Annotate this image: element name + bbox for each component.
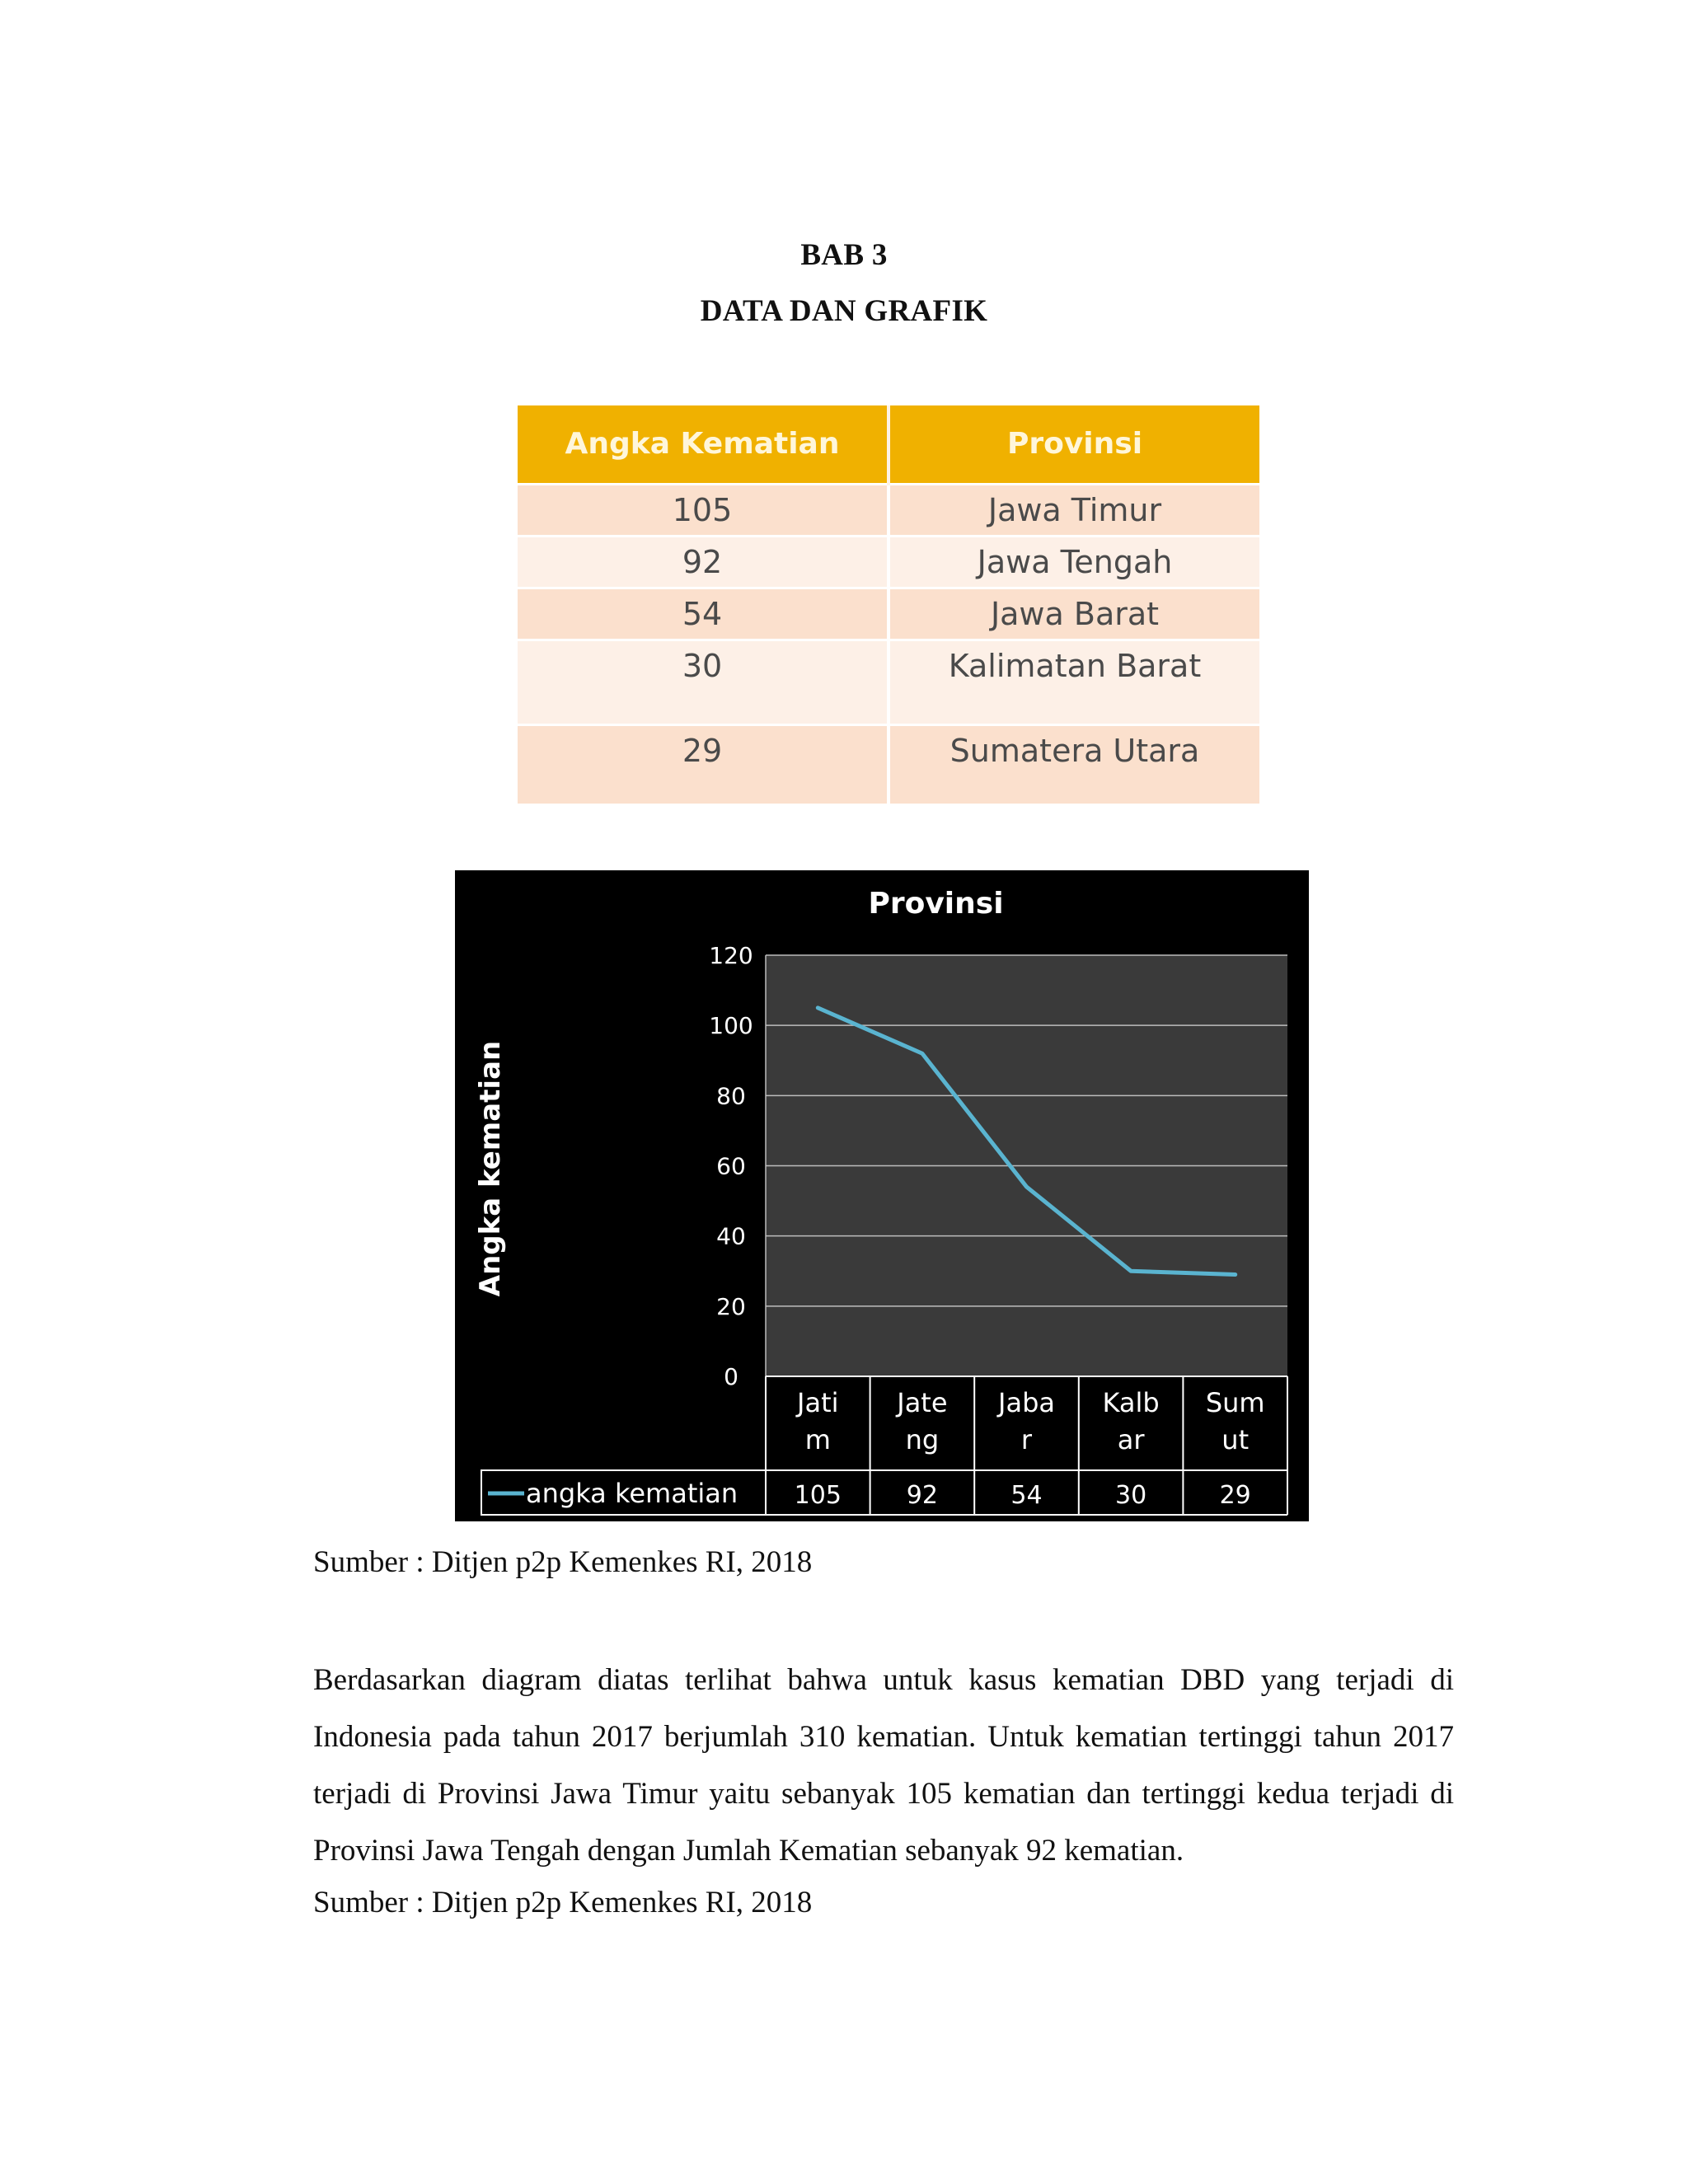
table-header-row <box>518 405 1259 485</box>
table-row <box>518 725 1259 804</box>
legend-label: angka kematian <box>526 1478 738 1509</box>
table-cell-province: Jawa Tengah <box>889 537 1259 588</box>
data-table-value: 105 <box>794 1481 842 1510</box>
table-cell-value: 54 <box>518 588 889 640</box>
data-table-value: 54 <box>1010 1481 1043 1510</box>
table-cell-value: 92 <box>518 537 889 588</box>
table-row <box>518 588 1259 640</box>
table-cell-value: 105 <box>518 485 889 537</box>
x-tick-label: Jaba r <box>998 1387 1055 1455</box>
line-chart <box>455 870 1309 1521</box>
table-row <box>518 537 1259 588</box>
table-cell-province: Kalimatan Barat <box>889 640 1259 725</box>
death-count-table <box>518 405 1259 804</box>
table-row <box>518 485 1259 537</box>
y-tick-label: 80 <box>716 1082 746 1110</box>
table-cell-province: Jawa Barat <box>889 588 1259 640</box>
column-header-angka-kematian: Angka Kematian <box>518 405 889 485</box>
table-cell-value: 29 <box>518 725 889 804</box>
x-tick-label: Kalb ar <box>1102 1387 1160 1455</box>
y-tick-label: 60 <box>716 1152 746 1180</box>
source-caption: Sumber : Ditjen p2p Kemenkes RI, 2018 <box>313 1886 813 1919</box>
table-cell-province: Jawa Timur <box>889 485 1259 537</box>
x-tick-label: Sum ut <box>1205 1387 1265 1455</box>
table-row <box>518 640 1259 725</box>
x-tick-label: Jati m <box>797 1387 839 1455</box>
y-tick-label: 100 <box>709 1012 753 1040</box>
y-tick-label: 20 <box>716 1292 746 1320</box>
data-table-value: 29 <box>1219 1481 1251 1510</box>
y-axis-label: Angka kematian <box>474 1040 507 1297</box>
y-tick-label: 0 <box>724 1363 738 1390</box>
data-table-value: 30 <box>1115 1481 1147 1510</box>
table-cell-value: 30 <box>518 640 889 725</box>
data-table-value: 92 <box>906 1481 938 1510</box>
chapter-title: DATA DAN GRAFIK <box>700 294 988 328</box>
chapter-label: BAB 3 <box>800 238 888 272</box>
y-tick-label: 40 <box>716 1222 746 1250</box>
source-caption: Sumber : Ditjen p2p Kemenkes RI, 2018 <box>313 1545 813 1579</box>
x-tick-label: Jate ng <box>897 1387 948 1455</box>
chart-title: Provinsi <box>868 887 1004 921</box>
column-header-provinsi: Provinsi <box>889 405 1259 485</box>
table-cell-province: Sumatera Utara <box>889 725 1259 804</box>
chart-svg <box>455 870 1309 1521</box>
y-tick-label: 120 <box>709 942 753 969</box>
body-paragraph: Berdasarkan diagram diatas terlihat bahwa untuk kasus kematian DBD yang terjadi di Indonesia pada tahun 2017 berjumlah 310 kematian. Untuk kematian tertinggi tahun 2017 terjadi di Provinsi Jawa Timur yaitu sebanyak 105 kematian dan tertinggi kedua terjadi di Provinsi Jawa Tengah dengan Jumlah Kematian sebanyak 92 kematian. <box>313 1663 1454 1868</box>
